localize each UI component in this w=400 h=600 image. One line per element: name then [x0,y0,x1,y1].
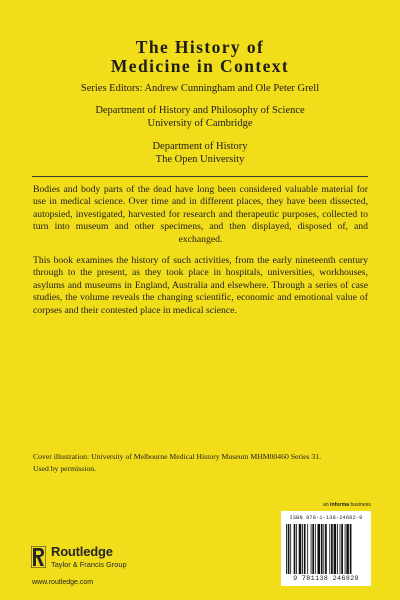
barcode-bar [325,524,327,574]
barcode-bar [307,524,308,574]
affiliation-cambridge [0,105,400,130]
barcode-bar [350,524,352,574]
affiliation-cambridge-university: University of Cambridge [147,117,253,129]
series-title-line1: The History of [135,37,265,57]
barcode-bar [302,524,303,574]
routledge-logo-icon [31,546,46,568]
informa-prefix: an [322,502,331,508]
barcode-bar [296,524,297,574]
informa-business-label [291,502,371,508]
affiliation-open-university [0,141,400,166]
barcode-bar [337,524,338,574]
barcode-bar [288,524,290,574]
cover-credit-line2: Used by permission. [33,463,96,473]
barcode-bar [331,524,333,574]
barcode-bar [341,524,343,574]
divider-rule [32,176,368,177]
barcode-bar [294,524,296,574]
blurb-paragraph-1: Bodies and body parts of the dead have long been considered valuable material for use in medical science. Over time and in different places, they have been dissected, autopsied, investigated, harvested for research and therapeutic purposes, collected to turn into museum and other specimens, and then displayed, disposed of, and exchanged. [33,184,368,245]
barcode-bar [345,524,346,574]
affiliation-open-university-name: The Open University [155,153,245,165]
barcode-bar [290,524,291,574]
barcode-bar [321,524,323,574]
series-editors: Series Editors: Andrew Cunningham and Ole Peter Grell [80,83,320,94]
publisher-group: Taylor & Francis Group [51,560,127,569]
barcode-bar [286,524,287,574]
barcode-bar [299,524,302,574]
barcode-bar [346,524,349,574]
barcode-bar [315,524,316,574]
barcode-box [281,511,371,586]
barcode-bar [334,524,337,574]
barcode-number: 9 781138 246829 [293,575,359,583]
cover-credit-line1: Cover illustration: University of Melbourne Medical History Museum MHM00460 Series 31. [33,452,322,461]
affiliation-cambridge-dept: Department of History and Philosophy of Science [95,105,305,116]
informa-suffix: business [349,502,371,508]
barcode-bar [329,524,330,574]
barcode-bar [317,524,320,574]
barcode-bar [340,524,341,574]
barcode-bar [323,524,324,574]
cover-credit [33,451,373,474]
affiliation-open-dept: Department of History [152,141,248,152]
series-title-line2: Medicine in Context [110,56,290,76]
barcode-bar [312,524,314,574]
barcode-bar [304,524,306,574]
blurb-paragraph-2: This book examines the history of such activities, from the early nineteenth century through to the present, as they took place in hospitals, universities, workhouses, asylums and museums in England, Australia and elsewhere. Through a series of case studies, the volume reveals the changing scientific, economic and emotional value of corpses and their contested place in medical science. [33,255,368,316]
series-title [0,38,400,76]
publisher-name: Routledge [51,544,113,559]
isbn-label: ISBN 978-1-138-24682-9 [289,515,363,521]
informa-brand: informa [330,502,350,508]
barcode-graphic [286,524,366,576]
barcode-bar [311,524,312,574]
publisher-website: www.routledge.com [32,579,94,586]
